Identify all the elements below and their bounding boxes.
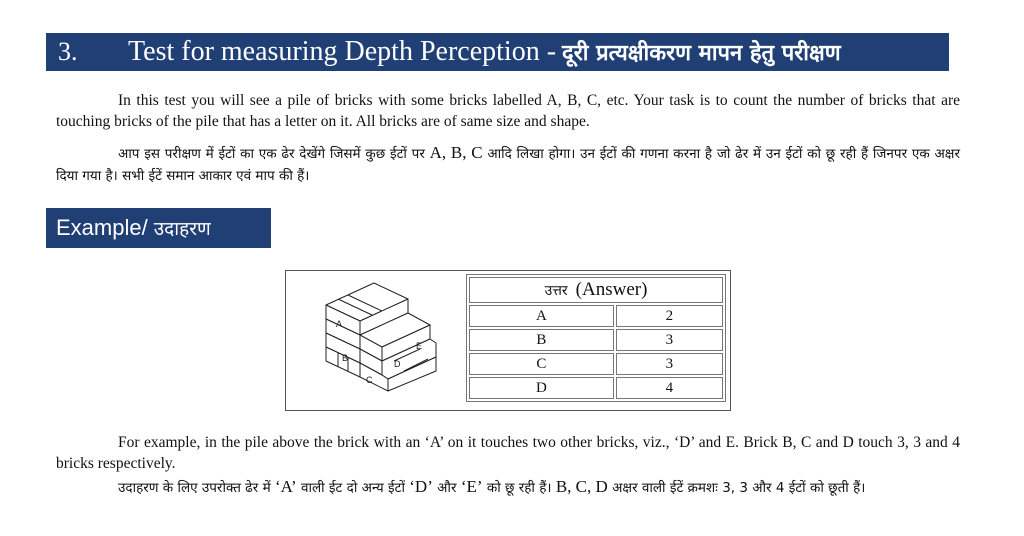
brick-label-a: A xyxy=(336,319,343,329)
table-row xyxy=(469,305,723,327)
explanation-paragraph-english: For example, in the pile above the brick with an ‘A’ on it touches two other bricks, viz., ‘D’ and E. Brick B, C and D touch 3, 3 and 4 bricks respectively. xyxy=(56,434,960,472)
answer-count: 2 xyxy=(616,305,723,327)
example-heading-english: Example/ xyxy=(56,215,148,240)
answer-table-header-row xyxy=(469,277,723,303)
table-row xyxy=(469,353,723,375)
table-row xyxy=(469,329,723,351)
brick-label-b: B xyxy=(342,353,349,363)
explanation-paragraph-hindi: उदाहरण के लिए उपरोक्त ढेर में ‘A’ वाली ईट दो अन्य ईटों ‘D’ और ‘E’ को छू रही हैं। B, C, D अक्षर वाली ईटें क्रमशः 3, 3 और 4 ईटों को छूती हैं। xyxy=(118,477,866,496)
table-row xyxy=(469,377,723,399)
answer-letter: B xyxy=(469,329,614,351)
answer-count: 3 xyxy=(616,329,723,351)
answer-count: 3 xyxy=(616,353,723,375)
section-title-english: Test for measuring Depth Perception - xyxy=(128,36,557,67)
answer-header-hindi: उत्तर xyxy=(544,283,568,299)
example-heading xyxy=(46,208,271,248)
answer-count: 4 xyxy=(616,377,723,399)
section-number: 3. xyxy=(58,37,78,66)
section-title-hindi: दूरी प्रत्यक्षीकरण मापन हेतु परीक्षण xyxy=(562,41,841,66)
example-heading-hindi: उदाहरण xyxy=(153,218,211,240)
brick-label-c: C xyxy=(366,375,373,385)
answer-table xyxy=(466,274,726,402)
brick-label-d: D xyxy=(394,359,401,369)
answer-letter: D xyxy=(469,377,614,399)
intro-paragraph-english: In this test you will see a pile of bricks with some bricks labelled A, B, C, etc. Your task is to count the number of bricks that are touching bricks of the pile that has a letter on it. All bricks are of same size and shape. xyxy=(56,92,960,130)
brick-label-e: E xyxy=(416,341,423,351)
brick-pile-illustration xyxy=(318,275,448,393)
answer-letter: A xyxy=(469,305,614,327)
section-title-bar xyxy=(46,33,949,71)
intro-paragraph-hindi: आप इस परीक्षण में ईटों का एक ढेर देखेंगे जिसमें कुछ ईटों पर A, B, C आदि लिखा होगा। उन ईटों की गणना करना है जो ढेर में उन ईटों को छू रही हैं जिनपर एक अक्षर दिया गया है। सभी ईटें समान आकार एवं माप की हैं। xyxy=(56,143,960,184)
answer-table-header xyxy=(469,277,723,303)
answer-header-english: (Answer) xyxy=(575,279,648,300)
answer-letter: C xyxy=(469,353,614,375)
